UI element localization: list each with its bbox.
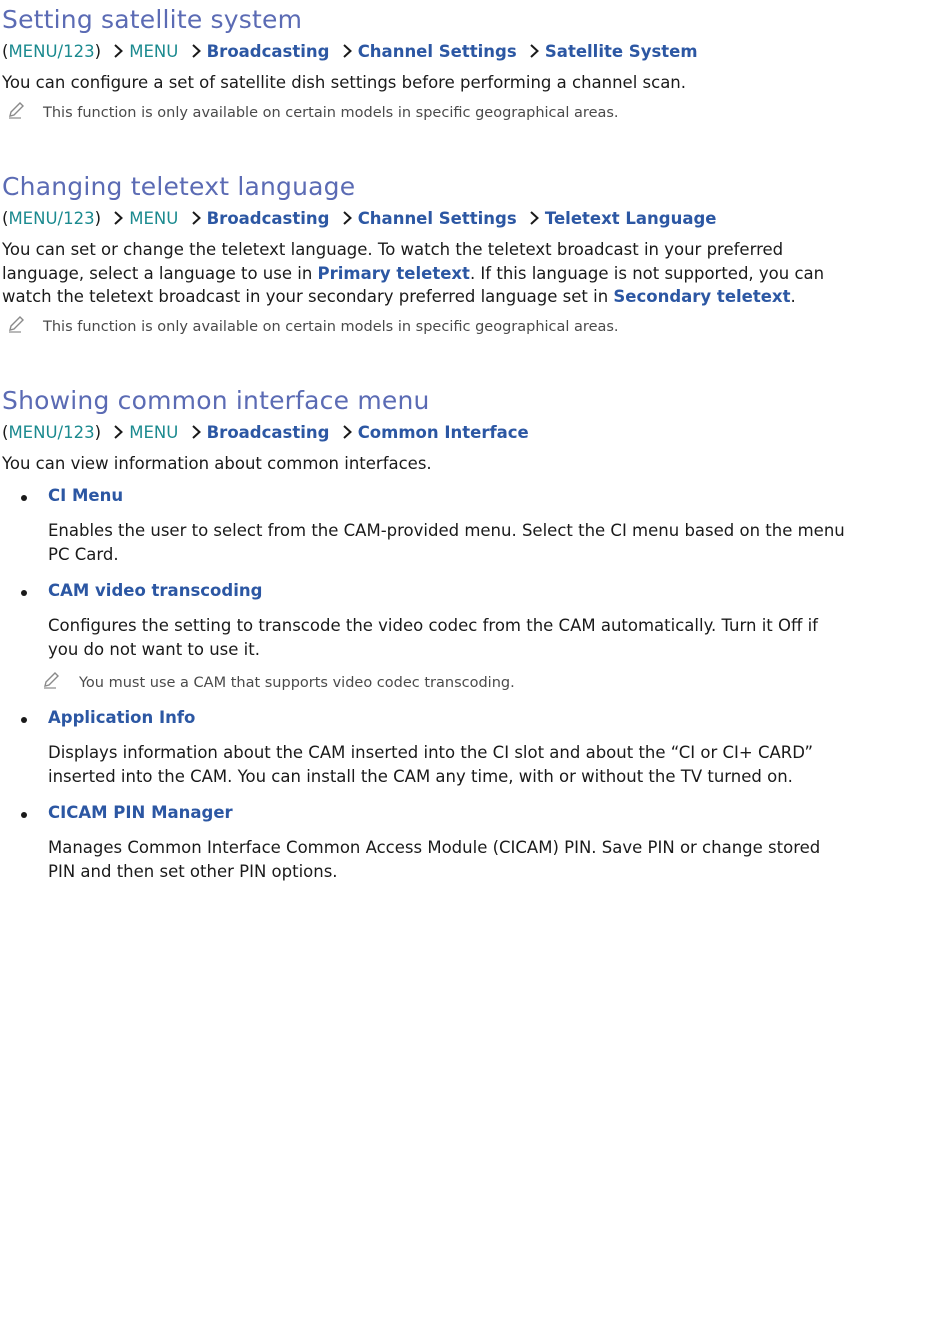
body-line: . If this language is not supported, you can xyxy=(469,263,825,283)
primary-teletext-option[interactable]: Primary teletext xyxy=(317,263,470,283)
chevron-right-icon xyxy=(192,44,201,58)
section-satellite-system xyxy=(2,5,902,123)
chevron-right-icon xyxy=(192,425,201,439)
bullet-dot xyxy=(21,717,27,723)
pencil-note-icon xyxy=(42,670,62,690)
crumb-menu-123[interactable]: MENU/123 xyxy=(8,42,95,61)
breadcrumb xyxy=(2,208,902,230)
paren-close: ) xyxy=(94,209,102,228)
crumb-satellite-system[interactable]: Satellite System xyxy=(544,42,698,61)
section-title: Showing common interface menu xyxy=(2,386,430,415)
section-common-interface xyxy=(2,386,902,476)
section-body: You can configure a set of satellite dish settings before performing a channel scan. xyxy=(2,73,687,92)
crumb-channel-settings[interactable]: Channel Settings xyxy=(357,42,517,61)
breadcrumb xyxy=(2,422,902,444)
ci-menu-link[interactable]: CI Menu xyxy=(48,486,124,505)
section-title: Setting satellite system xyxy=(2,5,303,34)
pencil-note-icon xyxy=(7,100,27,120)
item-description xyxy=(48,519,862,566)
note-text: This function is only available on certain models in specific geographical areas. xyxy=(43,104,619,121)
item-description xyxy=(48,836,862,883)
item-description xyxy=(48,614,862,661)
note xyxy=(2,317,902,337)
desc-line: PIN and then set other PIN options. xyxy=(48,861,338,881)
chevron-right-icon xyxy=(343,44,352,58)
desc-line: Displays information about the CAM inserted into the CI slot and about the “CI or CI+ CARD” xyxy=(48,743,814,762)
body-line: . xyxy=(790,287,796,306)
desc-line: Enables the user to select from the CAM-provided menu. Select the CI menu based on the menu xyxy=(48,521,845,540)
crumb-common-interface[interactable]: Common Interface xyxy=(357,423,529,442)
bullet-dot xyxy=(21,590,27,596)
section-teletext-language xyxy=(2,172,902,337)
crumb-channel-settings[interactable]: Channel Settings xyxy=(357,209,517,228)
chevron-right-icon xyxy=(114,425,123,439)
crumb-menu[interactable]: MENU xyxy=(129,209,179,228)
list-item-ci-menu xyxy=(2,485,862,566)
chevron-right-icon xyxy=(192,211,201,225)
crumb-menu-123[interactable]: MENU/123 xyxy=(8,423,95,442)
cam-video-transcoding-link[interactable]: CAM video transcoding xyxy=(48,581,263,600)
application-info-link[interactable]: Application Info xyxy=(48,708,196,727)
section-body: You can view information about common interfaces. xyxy=(2,454,432,473)
paren-close: ) xyxy=(94,42,102,61)
breadcrumb xyxy=(2,41,902,63)
chevron-right-icon xyxy=(530,211,539,225)
desc-line: inserted into the CAM. You can install the CAM any time, with or without the TV turned on. xyxy=(48,766,793,786)
pencil-note-icon xyxy=(7,314,27,334)
paren-open: ( xyxy=(2,423,9,442)
note-text: This function is only available on certain models in specific geographical areas. xyxy=(43,318,619,335)
crumb-broadcasting[interactable]: Broadcasting xyxy=(206,209,330,228)
body-line: watch the teletext broadcast in your secondary preferred language set in xyxy=(2,287,614,306)
paren-close: ) xyxy=(94,423,102,442)
desc-line: Configures the setting to transcode the video codec from the CAM automatically. Turn it Off if xyxy=(48,616,818,635)
note-text: You must use a CAM that supports video codec transcoding. xyxy=(79,675,515,691)
paren-open: ( xyxy=(2,209,9,228)
crumb-menu-123[interactable]: MENU/123 xyxy=(8,209,95,228)
bullet-dot xyxy=(21,812,27,818)
note xyxy=(48,673,862,693)
body-line: You can set or change the teletext language. To watch the teletext broadcast in your preferred xyxy=(2,240,784,259)
bullet-dot xyxy=(21,495,27,501)
crumb-teletext-language[interactable]: Teletext Language xyxy=(544,209,717,228)
common-interface-options xyxy=(2,485,862,883)
desc-line: you do not want to use it. xyxy=(48,639,260,659)
chevron-right-icon xyxy=(343,211,352,225)
section-title: Changing teletext language xyxy=(2,172,356,201)
crumb-menu[interactable]: MENU xyxy=(129,423,179,442)
crumb-broadcasting[interactable]: Broadcasting xyxy=(206,42,330,61)
list-item-application-info xyxy=(2,707,862,788)
chevron-right-icon xyxy=(343,425,352,439)
crumb-broadcasting[interactable]: Broadcasting xyxy=(206,423,330,442)
item-description xyxy=(48,741,862,788)
list-item-cam-video-transcoding xyxy=(2,580,862,693)
crumb-menu[interactable]: MENU xyxy=(129,42,179,61)
secondary-teletext-option[interactable]: Secondary teletext xyxy=(613,287,791,306)
cicam-pin-manager-link[interactable]: CICAM PIN Manager xyxy=(48,803,233,822)
desc-line: Manages Common Interface Common Access Module (CICAM) PIN. Save PIN or change stored xyxy=(48,838,821,857)
chevron-right-icon xyxy=(530,44,539,58)
list-item-cicam-pin-manager xyxy=(2,802,862,883)
chevron-right-icon xyxy=(114,44,123,58)
chevron-right-icon xyxy=(114,211,123,225)
desc-line: PC Card. xyxy=(48,544,119,564)
section-body xyxy=(2,238,902,309)
paren-open: ( xyxy=(2,42,9,61)
note xyxy=(2,103,902,123)
body-line: language, select a language to use in xyxy=(2,263,318,283)
